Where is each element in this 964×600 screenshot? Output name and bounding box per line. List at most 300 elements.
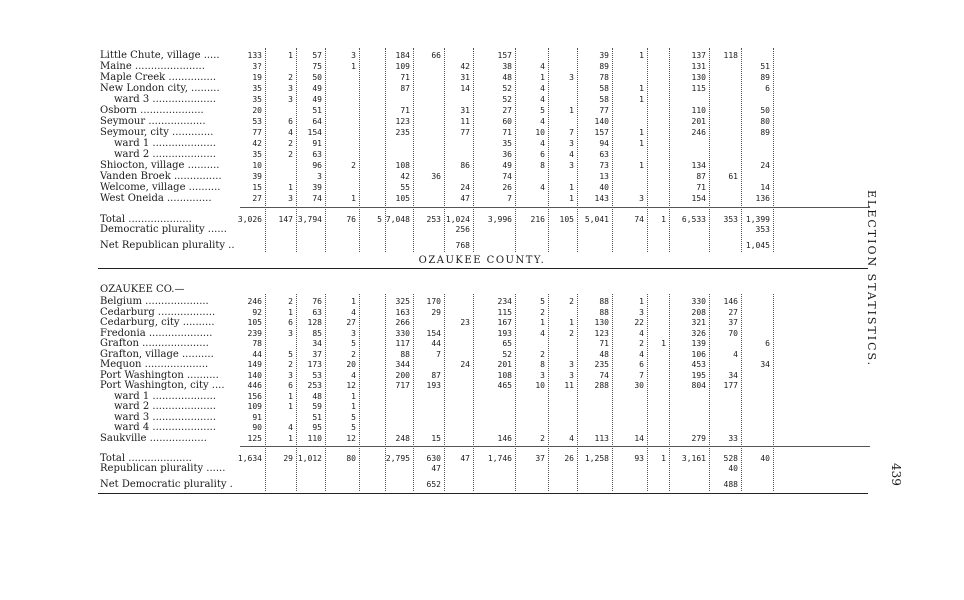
table-cell: 42 [400,172,410,181]
table-cell: 157 [594,128,609,137]
table-cell: 288 [594,381,609,390]
table-cell: 253 [426,215,441,224]
table-row [0,61,860,72]
row-label: Belgium .................... [100,296,209,307]
column-divider [548,48,549,252]
table-cell: 768 [455,241,470,250]
table-cell: 3 [288,84,293,93]
table-cell: 6 [639,360,644,369]
table-cell: 10 [535,381,545,390]
table-cell: 140 [247,370,262,380]
table-cell: 50 [760,106,770,115]
table-cell: 133 [247,51,262,60]
column-divider [709,294,710,491]
table-cell: 193 [426,381,441,390]
table-cell: 131 [691,62,706,71]
table-cell: 1 [569,194,574,203]
row-label: ward 1 .................... [114,390,216,402]
row-label: Fredonia .................... [100,327,213,339]
table-cell: 109 [247,402,262,411]
table-row [0,296,860,307]
column-divider [385,294,386,491]
table-cell: 804 [691,381,706,390]
table-cell: 6 [288,117,293,126]
column-divider [359,294,360,491]
table-cell: 40 [728,464,738,473]
table-cell: 26 [564,454,574,463]
table-cell: 200 [395,370,410,380]
table-cell: 5,041 [584,215,609,224]
table-cell: 4 [639,349,644,359]
table-cell: 105 [395,194,410,203]
table-row [0,116,860,127]
table-cell: 3 [288,95,293,104]
table-cell: 71 [400,106,410,115]
column-divider [773,294,774,491]
table-cell: 2 [288,297,293,306]
table-row [0,349,860,360]
table-cell: 110 [691,106,706,115]
table-cell: 14 [760,183,770,192]
row-label: Shiocton, village .......... [100,160,220,171]
column-divider [577,294,578,491]
table-cell: 37 [535,454,545,463]
column-divider [325,48,326,252]
table-cell: 66 [431,51,441,60]
table-cell: 201 [691,117,706,126]
table-cell: 76 [346,215,356,224]
table-cell: 2 [540,307,545,317]
table-cell: 201 [497,360,512,369]
table-cell: 1 [639,139,644,148]
table-cell: 78 [252,339,262,348]
table-cell: 11 [460,117,470,126]
table-cell: 140 [594,117,609,126]
table-cell: 34 [728,370,738,380]
row-label: West Oneida .............. [100,193,212,204]
table-cell: 2 [351,349,356,359]
table-cell: 4 [569,433,574,443]
table-cell: 15 [431,433,441,443]
table-cell: 33 [728,433,738,443]
table-cell: 3,026 [237,215,262,224]
table-cell: 49 [502,161,512,170]
table-cell: 27 [252,194,262,203]
table-cell: 59 [312,402,322,411]
table-cell: 93 [634,454,644,463]
column-divider [515,48,516,252]
table-cell: 1 [639,128,644,137]
table-cell: 89 [760,128,770,137]
table-cell: 115 [497,307,512,317]
table-cell: 4 [540,139,545,148]
table-cell: 47 [460,454,470,463]
table-cell: 5 [351,412,356,422]
column-divider [473,48,474,252]
table-cell: 488 [723,480,738,489]
table-row [0,412,860,423]
table-cell: 7 [569,128,574,137]
table-cell: 3 [569,360,574,369]
table-cell: 89 [760,73,770,82]
table-cell: 37 [312,349,322,359]
table-cell: 4 [351,370,356,380]
column-divider [265,48,266,252]
table-cell: 3 [569,161,574,170]
table-cell: 330 [395,328,410,338]
table-cell: 5 [288,349,293,359]
table-cell: 330 [691,297,706,306]
table-cell: 652 [426,480,441,489]
column-divider [741,294,742,491]
table-cell: 52 [502,84,512,93]
table-cell: 109 [395,62,410,71]
table-cell: 55 [400,183,410,192]
table-cell: 234 [497,297,512,306]
table-cell: 1 [639,297,644,306]
row-label: New London city, ......... [100,83,220,94]
table-cell: 1 [661,454,666,463]
column-divider [413,48,414,252]
table-cell: 2 [351,161,356,170]
table-cell: 47 [431,464,441,473]
table-cell: 6 [765,84,770,93]
table-cell: 3 [569,73,574,82]
table-cell: 1 [639,51,644,60]
column-divider [741,48,742,252]
table-cell: 87 [696,172,706,181]
table-cell: 22 [634,318,644,327]
table-row [0,50,860,61]
table-cell: 115 [691,84,706,93]
table-cell: 51 [760,62,770,71]
table-cell: 39 [312,183,322,192]
row-label: Republican plurality ...... [100,463,226,474]
table-cell: 154 [691,194,706,203]
table-cell: 35 [252,150,262,159]
table-cell: 154 [307,128,322,137]
table-cell: 92 [252,307,262,317]
table-cell: 35 [252,95,262,104]
table-cell: 1 [288,307,293,317]
table-cell: 52 [502,95,512,104]
table-cell: 130 [691,73,706,82]
row-label: Welcome, village .......... [100,182,221,193]
bottom-table-heading [0,284,860,295]
column-divider [515,294,516,491]
table-cell: 248 [395,433,410,443]
table-cell: 78 [599,73,609,82]
table-cell: 77 [460,128,470,137]
table-cell: 1 [351,297,356,306]
table-row [0,160,860,171]
table-cell: 34 [312,339,322,348]
table-cell: 88 [599,307,609,317]
table-cell: 167 [497,318,512,327]
table-cell: 1 [288,51,293,60]
table-cell: 1 [351,194,356,203]
table-cell: 2 [288,360,293,369]
column-divider [444,294,445,491]
row-label: Seymour .................. [100,116,206,127]
table-cell: 73 [599,161,609,170]
table-cell: 64 [312,117,322,126]
row-label: Mequon .................... [100,359,209,370]
table-cell: 266 [395,318,410,327]
table-cell: 36 [431,172,441,181]
table-cell: 60 [502,117,512,126]
table-cell: 325 [395,297,410,306]
table-cell: 446 [247,381,262,390]
row-label: Democratic plurality ...... [100,224,227,235]
table-cell: 173 [307,360,322,369]
table-cell: 63 [312,307,322,317]
rule-line [98,268,868,269]
table-cell: 4 [540,95,545,104]
table-cell: 36 [502,150,512,159]
table-cell: 1,258 [584,454,609,463]
table-cell: 95 [312,423,322,432]
table-cell: 5 [351,339,356,348]
table-cell: 24 [760,161,770,170]
table-cell: 184 [395,51,410,60]
table-cell: 19 [252,73,262,82]
table-cell: 71 [696,183,706,192]
table-cell: 113 [594,433,609,443]
table-row [0,193,860,204]
table-cell: 7 [436,349,441,359]
table-cell: 137 [691,51,706,60]
table-cell: 321 [691,318,706,327]
row-label: Cedarburg, city .......... [100,317,215,328]
table-cell: 12 [346,433,356,443]
table-cell: 326 [691,328,706,338]
row-label: Total .................... [100,214,192,225]
table-cell: 4 [733,349,738,359]
table-cell: 1,012 [297,454,322,463]
table-cell: 1,746 [487,454,512,463]
table-cell: 4 [351,307,356,317]
table-cell: 39 [599,51,609,60]
table-cell: 149 [247,360,262,369]
table-cell: 353 [723,215,738,224]
table-cell: 3 [288,370,293,380]
table-cell: 2 [540,433,545,443]
row-label: Vanden Broek ............... [100,171,222,182]
table-row [0,338,860,349]
column-divider [647,294,648,491]
row-label: Seymour, city ............. [100,127,214,138]
row-label: Osborn .................... [100,105,204,116]
table-cell: 4 [540,328,545,338]
table-cell: 39 [252,172,262,181]
table-cell: 123 [594,328,609,338]
table-cell: 48 [502,73,512,82]
table-cell: 5 [540,106,545,115]
table-cell: 1,045 [745,241,770,250]
table-cell: 71 [502,128,512,137]
row-label: Port Washington, city .... [100,380,225,391]
table-cell: 61 [728,172,738,181]
row-label: Cedarburg .................. [100,306,216,318]
row-label: Grafton, village .......... [100,348,214,360]
table-cell: 1 [540,73,545,82]
table-cell: 2 [288,150,293,159]
table-cell: 143 [594,194,609,203]
column-divider [577,48,578,252]
table-cell: 147 [278,215,293,224]
table-cell: 630 [426,454,441,463]
table-row [0,328,860,339]
table-cell: 1 [569,183,574,192]
table-cell: 5 [377,215,382,224]
column-divider [473,294,474,491]
row-label: ward 2 .................... [114,149,216,160]
table-cell: 58 [599,84,609,93]
table-row [0,317,860,328]
table-cell: 37 [728,318,738,327]
table-cell: 163 [395,307,410,317]
table-cell: 12 [346,381,356,390]
table-cell: 1 [569,106,574,115]
table-row [0,138,860,149]
table-cell: 1 [288,402,293,411]
table-cell: 27 [502,106,512,115]
table-cell: 40 [760,454,770,463]
table-cell: 528 [723,454,738,463]
table-cell: 128 [307,318,322,327]
column-divider [359,48,360,252]
table-cell: 94 [599,139,609,148]
table-cell: 465 [497,381,512,390]
table-cell: 87 [431,370,441,380]
table-cell: 2 [540,349,545,359]
row-label: Maple Creek ............... [100,72,217,83]
table-cell: 1 [661,339,666,348]
table-cell: 14 [634,433,644,443]
table-cell: 246 [247,297,262,306]
row-label: ward 3 .................... [114,94,216,105]
table-cell: 239 [247,328,262,338]
table-cell: 4 [540,84,545,93]
table-cell: 35 [502,139,512,148]
table-cell: 7 [507,194,512,203]
table-cell: 106 [691,349,706,359]
row-label: ward 3 .................... [114,411,216,423]
table-cell: 88 [599,297,609,306]
table-row [0,359,860,370]
column-divider [296,48,297,252]
table-row [0,433,860,444]
table-cell: 235 [594,360,609,369]
table-cell: 20 [346,360,356,369]
table-cell: 2 [288,73,293,82]
row-label: Saukville .................. [100,432,207,444]
table-cell: 3 [288,194,293,203]
table-cell: 3 [351,51,356,60]
table-row [0,83,860,94]
table-cell: 1 [351,391,356,401]
table-row [0,182,860,193]
table-row [0,401,860,412]
table-cell: 134 [691,161,706,170]
table-cell: 4 [288,128,293,137]
table-cell: 1,024 [445,215,470,224]
row-label: Total .................... [100,453,192,464]
table-cell: 253 [307,381,322,390]
table-row [0,479,860,490]
table-cell: 1 [639,95,644,104]
table-cell: 27 [346,318,356,327]
table-cell: 105 [247,318,262,327]
table-cell: 1 [639,161,644,170]
table-cell: 74 [312,194,322,203]
table-cell: 195 [691,370,706,380]
table-cell: 65 [502,339,512,348]
table-cell: 27 [728,307,738,317]
table-cell: 23 [460,318,470,327]
table-cell: 105 [559,215,574,224]
table-cell: 77 [599,106,609,115]
table-cell: 256 [455,225,470,234]
table-cell: 4 [639,328,644,338]
table-cell: 3 [639,307,644,317]
table-row [0,171,860,182]
table-cell: 26 [502,183,512,192]
table-cell: 3,996 [487,215,512,224]
table-cell: 6 [765,339,770,348]
table-cell: 10 [535,128,545,137]
table-cell: 51 [312,106,322,115]
table-cell: 85 [312,328,322,338]
table-cell: 31 [460,73,470,82]
table-cell: 44 [431,339,441,348]
table-row [0,370,860,381]
table-cell: 108 [395,161,410,170]
column-divider [325,294,326,491]
column-divider [709,48,710,252]
table-row [0,224,860,235]
table-cell: 4 [288,423,293,432]
column-divider [413,294,414,491]
table-cell: 3 [569,139,574,148]
table-cell: 42 [460,62,470,71]
table-cell: 118 [723,51,738,60]
table-cell: 108 [497,370,512,380]
table-cell: 2 [639,339,644,348]
table-cell: 1 [639,84,644,93]
table-cell: 139 [691,339,706,348]
table-cell: 1 [569,318,574,327]
row-label: Port Washington .......... [100,369,219,381]
table-cell: 44 [252,349,262,359]
column-divider [265,294,266,491]
column-divider [612,48,613,252]
table-cell: 117 [395,339,410,348]
table-cell: 24 [460,360,470,369]
table-cell: 80 [760,117,770,126]
table-cell: 40 [599,183,609,192]
table-cell: 717 [395,381,410,390]
running-title: ELECTION STATISTICS. [865,190,878,368]
table-cell: 4 [540,62,545,71]
table-cell: 156 [247,391,262,401]
table-cell: 123 [395,117,410,126]
table-cell: 31 [460,106,470,115]
table-cell: 1 [661,215,666,224]
table-cell: 5 [351,423,356,432]
table-cell: 15 [252,183,262,192]
